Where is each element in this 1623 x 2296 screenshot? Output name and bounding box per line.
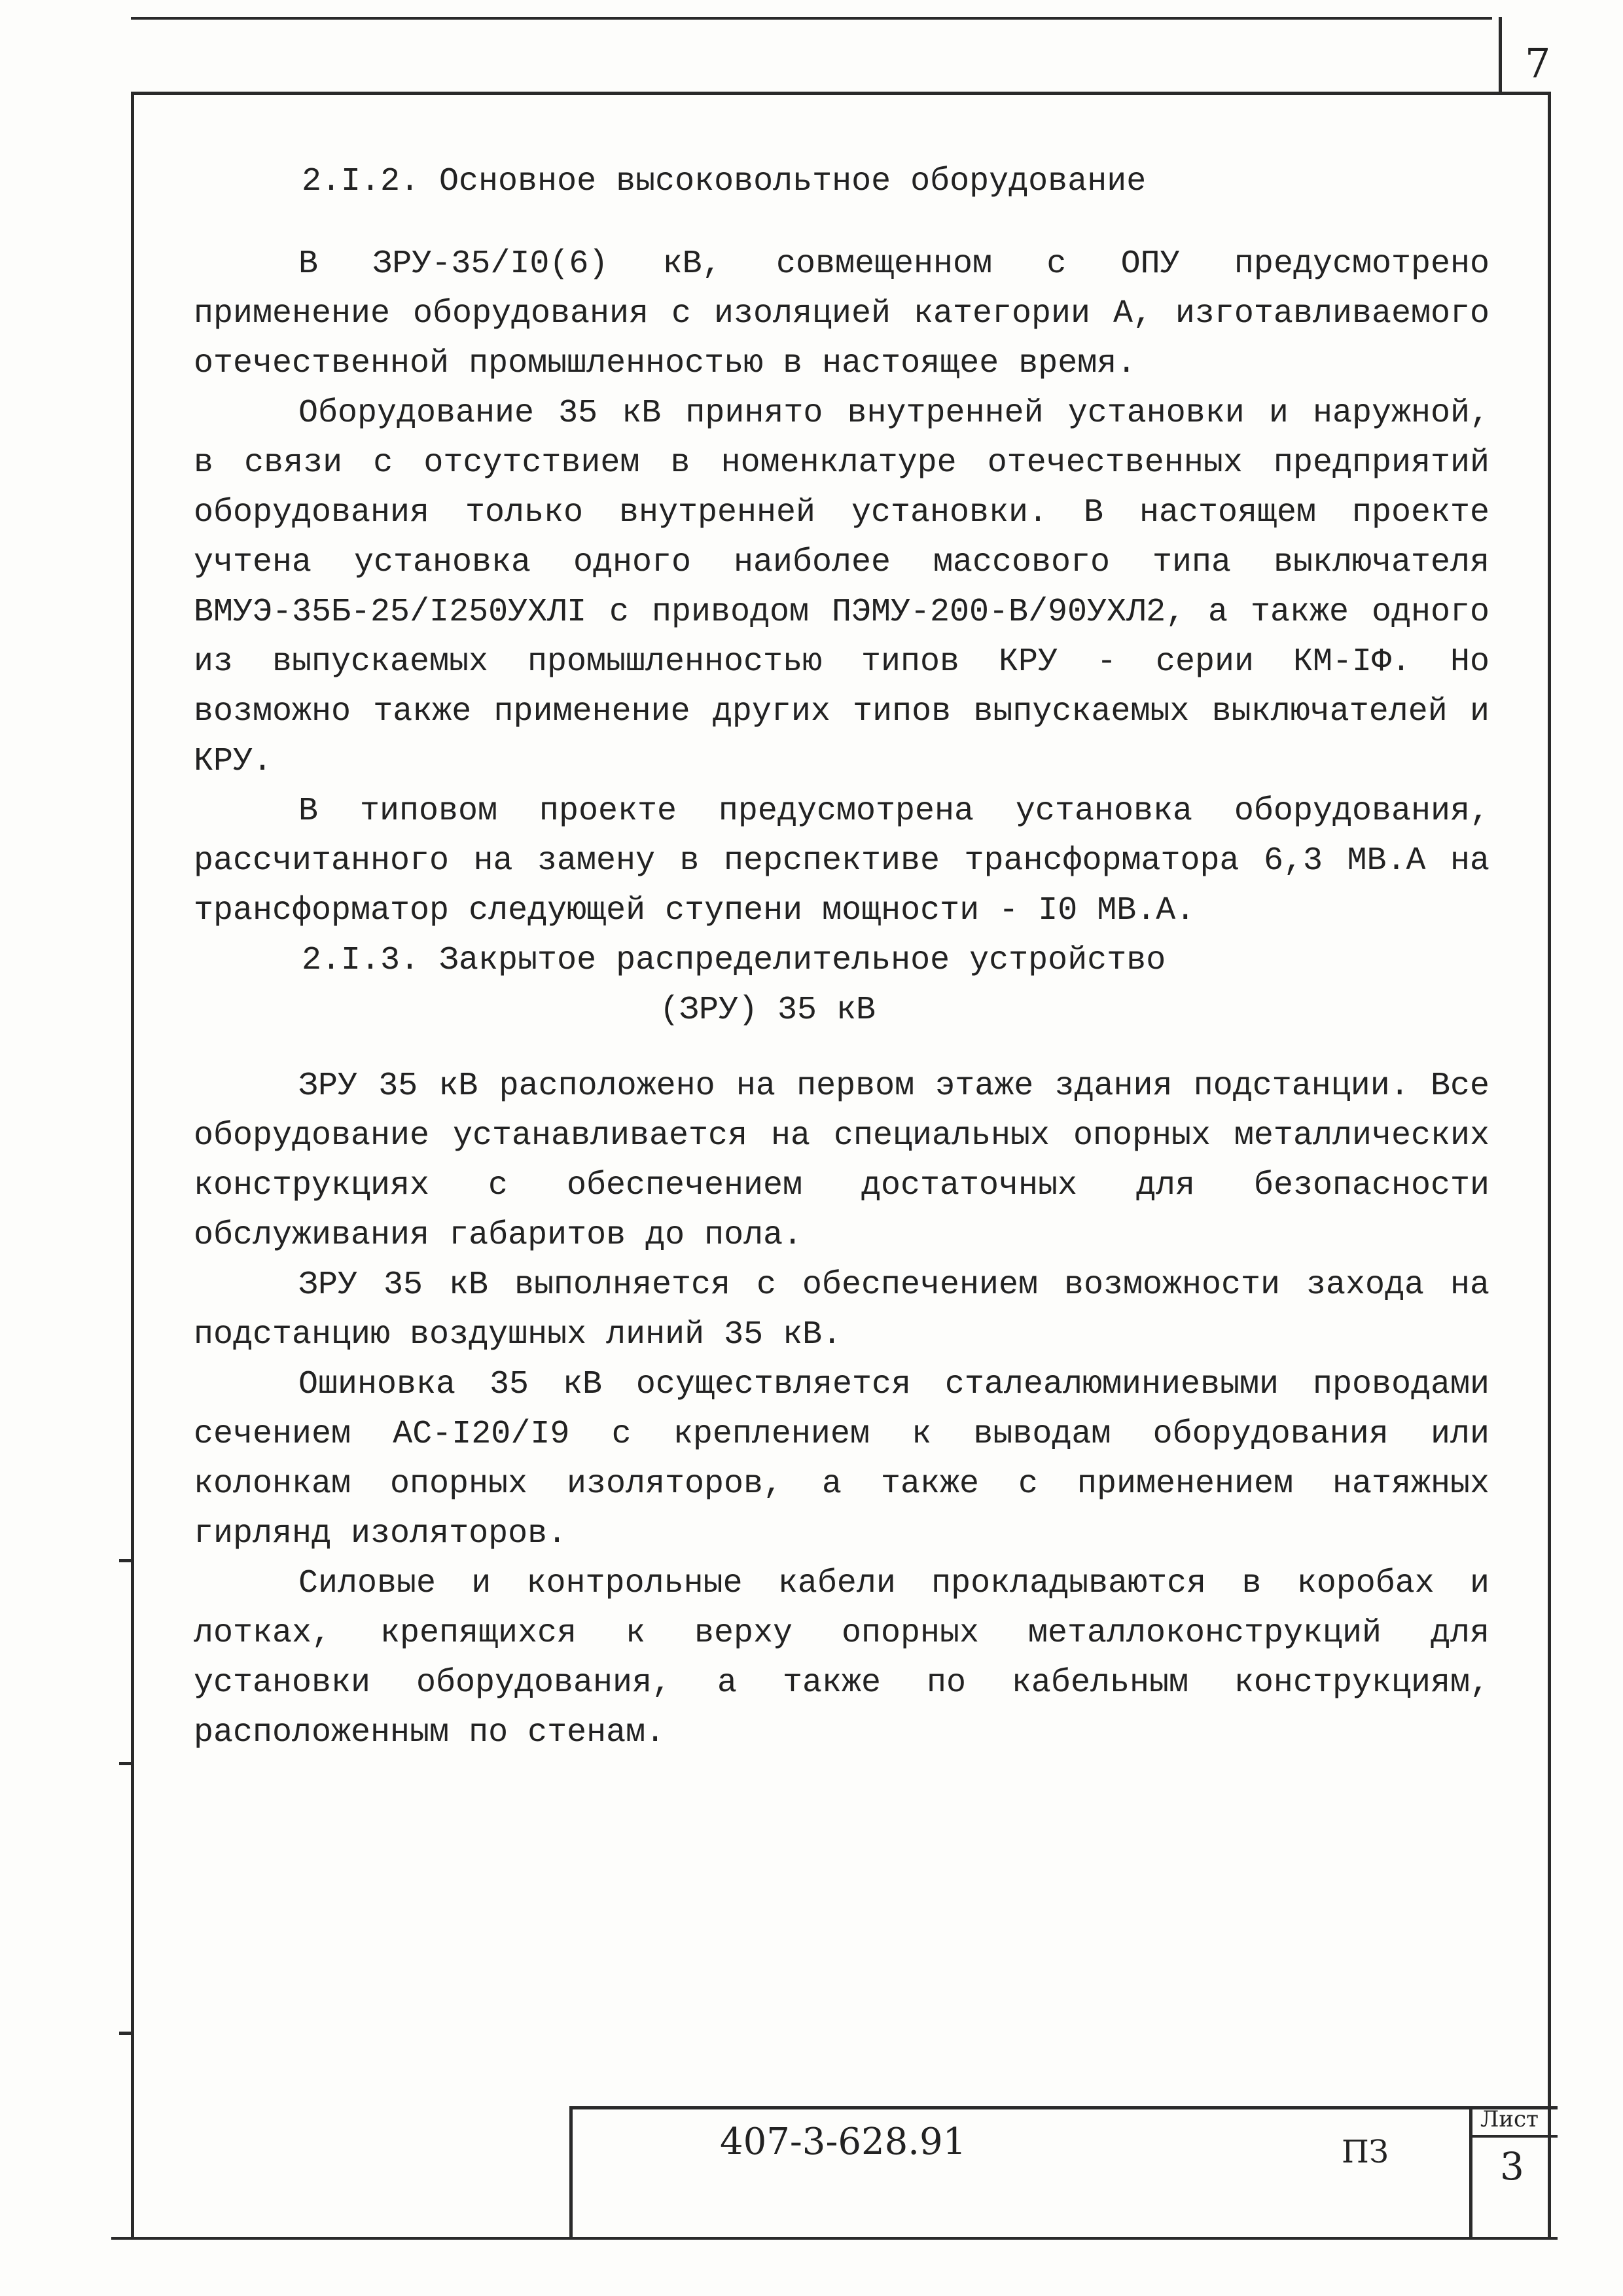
- title-block: [569, 2106, 1558, 2237]
- sheet-label: Лист: [1480, 2106, 1539, 2132]
- bottom-border-line: [111, 2237, 1558, 2240]
- section-heading-2-1-2: 2.I.2. Основное высоковольтное оборудование: [302, 163, 1147, 200]
- document-code: 407-3-628.91: [720, 2121, 967, 2163]
- sheet-divider: [1469, 2135, 1558, 2138]
- paragraph-7: Силовые и контрольные кабели прокладываются в коробах и лотках, крепящихся к верху опорных металлоконструкций для установки оборудования, а также по кабельным конструкциям, расположенным по стенам.: [194, 1565, 1489, 1751]
- binding-mark: [119, 1559, 134, 1562]
- corner-page-number: 7: [1525, 39, 1551, 87]
- section-heading-2-1-3-subtitle: (ЗРУ) 35 кВ: [660, 992, 876, 1029]
- paragraph-5: ЗРУ 35 кВ выполняется с обеспечением возможности захода на подстанцию воздушных линий 35 кВ.: [194, 1266, 1489, 1354]
- binding-mark: [119, 2032, 134, 2035]
- top-border-line: [131, 17, 1492, 20]
- section-heading-2-1-3: 2.I.3. Закрытое распределительное устройство: [302, 942, 1166, 979]
- paragraph-2: Оборудование 35 кВ принято внутренней установки и наружной, в связи с отсутствием в номенклатуре отечественных предприятий оборудования только внутренней установки. В настоящем проекте учтена установка одного наиболее массового типа выключателя ВМУЭ-35Б-25/I250УХЛI с приводом ПЭМУ-200-В/90УХЛ2, а также одного из выпускаемых промышленностью типов КРУ - серии КМ-IФ. Но возможно также применение других типов выпускаемых выключателей и КРУ.: [194, 395, 1489, 780]
- paragraph-6: Ошиновка 35 кВ осуществляется сталеалюминиевыми проводами сечением АС-I20/I9 с креплением к выводам оборудования или колонкам опорных изоляторов, а также с применением натяжных гирлянд изоляторов.: [194, 1366, 1489, 1552]
- binding-mark: [119, 1762, 134, 1765]
- paragraph-1: В ЗРУ-35/I0(6) кВ, совмещенном с ОПУ предусмотрено применение оборудования с изоляцией категории А, изготавливаемого отечественной промышленностью в настоящее время.: [194, 245, 1489, 382]
- paragraph-3: В типовом проекте предусмотрена установка оборудования, рассчитанного на замену в перспективе трансформатора 6,3 МВ.А на трансформатор следующей ступени мощности - I0 МВ.А.: [194, 793, 1489, 929]
- paragraph-4: ЗРУ 35 кВ расположено на первом этаже здания подстанции. Все оборудование устанавливается на специальных опорных металлических конструкциях с обеспечением достаточных для безопасности обслуживания габаритов до пола.: [194, 1067, 1489, 1254]
- document-type: ПЗ: [1342, 2134, 1389, 2170]
- sheet-number: 3: [1500, 2144, 1524, 2189]
- document-body: [194, 157, 1489, 1758]
